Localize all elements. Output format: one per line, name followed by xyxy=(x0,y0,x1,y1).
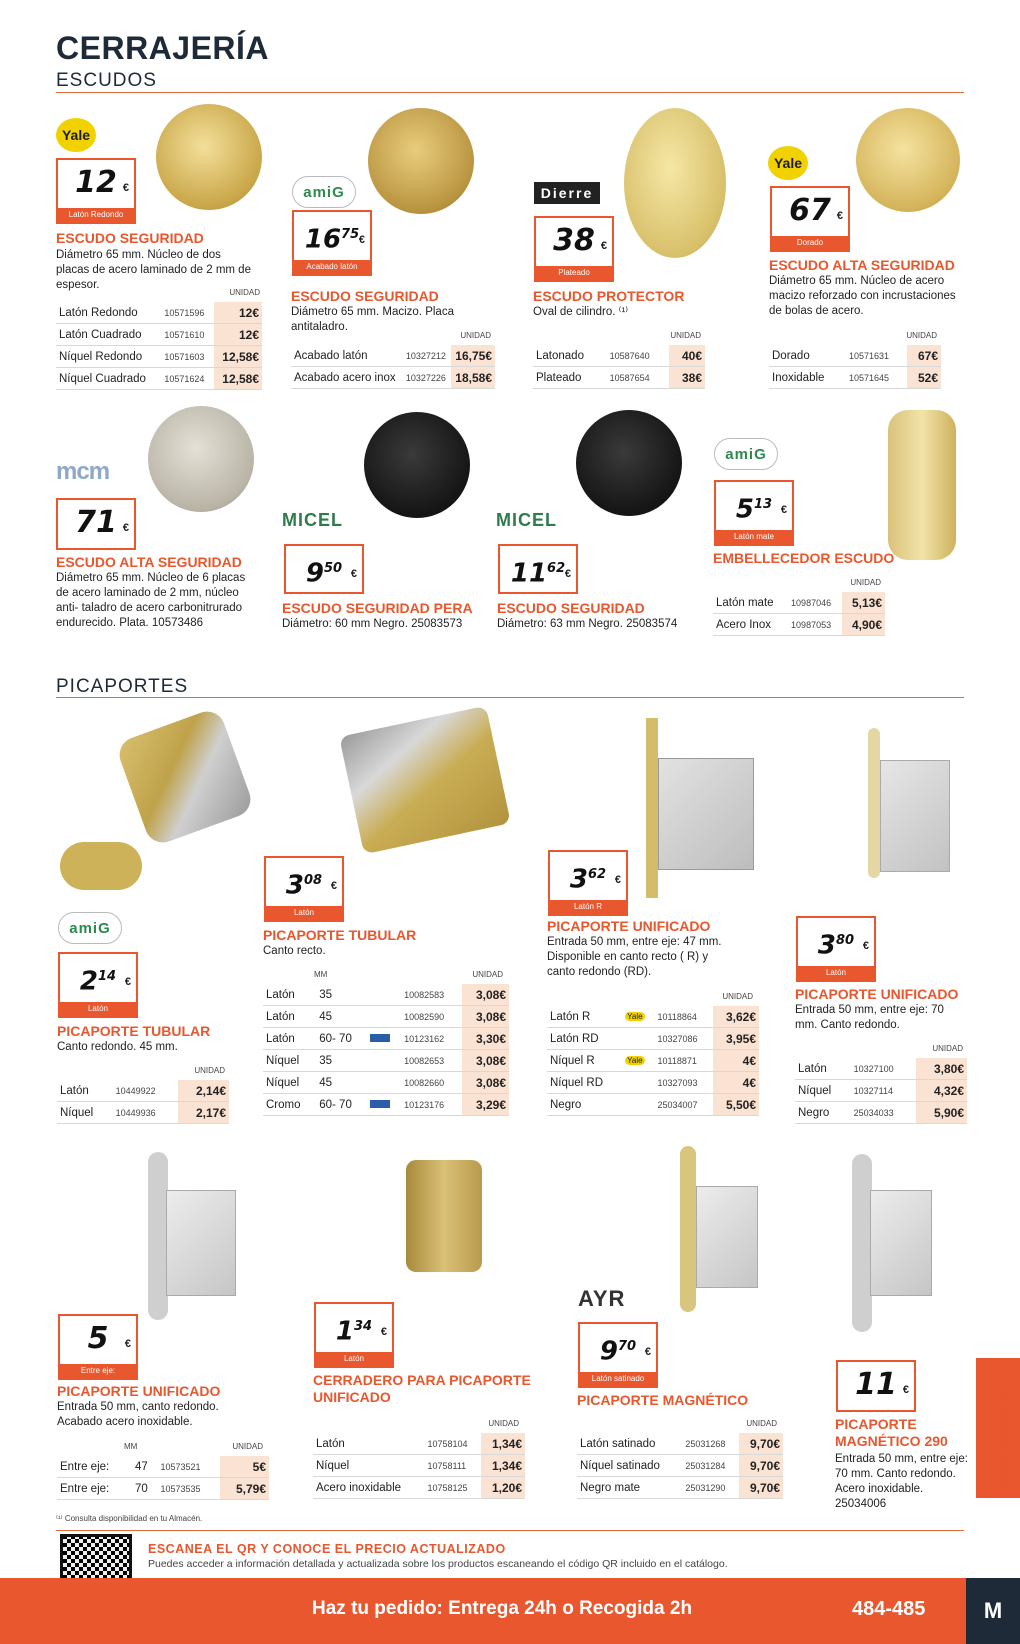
table-row: Plateado 10587654 38€ xyxy=(533,367,705,389)
table-row: Latón Cuadrado 10571610 12€ xyxy=(56,324,262,346)
price-value: $3^{08}$ xyxy=(285,870,323,901)
price-value: $16^{75}$ xyxy=(304,224,360,255)
table-row: Níquel 10449936 2,17€ xyxy=(57,1102,229,1124)
side-tab-label: FERRETERÍA xyxy=(994,1388,1010,1488)
picaporte-product-image xyxy=(115,707,256,848)
table-row: Níquel Redondo 10571603 12,58€ xyxy=(56,346,262,368)
picaporte-faceplate-image xyxy=(646,718,658,898)
table-row: Acabado acero inox 10327226 18,58€ xyxy=(291,367,495,389)
price-variant: Plateado xyxy=(536,266,612,280)
table-row: Níquel 45 10082660 3,08€ xyxy=(263,1072,509,1094)
table-row: Acabado latón 10327212 16,75€ xyxy=(291,345,495,367)
price-value: 5 xyxy=(87,1321,109,1356)
table-row: Latón 10758104 1,34€ xyxy=(313,1433,525,1455)
table-row: Latonado 10587640 40€ xyxy=(533,345,705,367)
mcm-logo: mcm xyxy=(56,458,110,485)
price-variant: Acabado latón xyxy=(294,260,370,274)
footnote: ⁽¹⁾ Consulta disponibilidad en tu Almacén. xyxy=(56,1514,203,1523)
unit-label: UNIDAD xyxy=(229,288,260,297)
unit-label: UNIDAD xyxy=(850,578,881,587)
unit-label: UNIDAD xyxy=(472,970,503,979)
amig-logo: amiG xyxy=(292,176,356,208)
euro-sign: € xyxy=(350,568,357,580)
escudo-product-image xyxy=(576,410,682,516)
footer-divider xyxy=(56,1530,964,1531)
euro-sign: € xyxy=(862,940,869,952)
price-value: $11^{62}$ xyxy=(510,558,566,589)
price-tag xyxy=(534,216,614,282)
price-tag xyxy=(498,544,578,594)
table-row: Latón 10327100 3,80€ xyxy=(795,1058,967,1080)
picaporte-product-image xyxy=(166,1190,236,1296)
price-variant: Latón satinado xyxy=(580,1372,656,1386)
product-table xyxy=(795,1058,967,1124)
euro-sign: € xyxy=(358,234,365,246)
price-value: 38 xyxy=(553,223,595,258)
brand-mini-logo xyxy=(370,1034,390,1042)
yale-logo: Yale xyxy=(56,118,96,152)
table-row: Entre eje: 70 10573535 5,79€ xyxy=(57,1478,269,1500)
price-tag xyxy=(284,544,364,594)
table-row: Latón 10449922 2,14€ xyxy=(57,1080,229,1102)
price-tag xyxy=(56,498,136,550)
amig-logo: amiG xyxy=(58,912,122,944)
table-row: Latón RD 10327086 3,95€ xyxy=(547,1028,759,1050)
picaporte-faceplate-image xyxy=(680,1146,696,1312)
price-tag xyxy=(264,856,344,922)
price-variant: Entre eje: xyxy=(60,1364,136,1378)
price-tag xyxy=(58,1314,138,1380)
price-value: $2^{14}$ xyxy=(79,966,117,997)
product-description: Diámetro 65 mm. Núcleo de dos placas de acero laminado de 2 mm de espesor. xyxy=(56,249,251,291)
product-description: Entrada 50 mm, entre eje: 70 mm. Canto redondo. Acero inoxidable. 25034006 xyxy=(835,1453,968,1510)
embellecedor-product-image xyxy=(888,410,956,560)
euro-sign: € xyxy=(122,182,129,194)
euro-sign: € xyxy=(600,240,607,252)
product-description: Diámetro: 63 mm Negro. 25083574 xyxy=(497,618,678,630)
price-value: $3^{80}$ xyxy=(817,930,855,961)
product-description: Entrada 50 mm, canto redondo. Acabado acero inoxidable. xyxy=(57,1401,219,1428)
table-row: Níquel R Yale 10118871 4€ xyxy=(547,1050,759,1072)
micel-logo: MICEL xyxy=(282,510,343,530)
escudo-product-image xyxy=(368,108,474,214)
picaporte-plate-image xyxy=(60,842,142,890)
unit-label: UNIDAD xyxy=(232,1442,263,1451)
table-row: Níquel Cuadrado 10571624 12,58€ xyxy=(56,368,262,390)
product-table xyxy=(57,1456,269,1500)
euro-sign: € xyxy=(564,568,571,580)
price-value: 11 xyxy=(855,1367,897,1402)
table-row: Latón Redondo 10571596 12€ xyxy=(56,302,262,324)
euro-sign: € xyxy=(614,874,621,886)
price-tag xyxy=(548,850,628,916)
product-title: PICAPORTE MAGNÉTICO xyxy=(577,1392,749,1408)
micel-logo: MICEL xyxy=(496,510,557,530)
section-divider xyxy=(56,92,964,93)
brand-logo: M xyxy=(966,1578,1020,1644)
product-title: PICAPORTE TUBULAR xyxy=(57,1023,211,1039)
table-row: Negro mate 25031290 9,70€ xyxy=(577,1477,783,1499)
product-table xyxy=(533,345,705,389)
table-row: Latón 60- 70 10123162 3,30€ xyxy=(263,1028,509,1050)
table-row: Negro 25034007 5,50€ xyxy=(547,1094,759,1116)
product-title: PICAPORTE UNIFICADO xyxy=(547,918,711,934)
table-row: Acero inoxidable 10758125 1,20€ xyxy=(313,1477,525,1499)
price-value: 71 xyxy=(75,505,117,540)
unit-label: UNIDAD xyxy=(906,331,937,340)
dierre-logo: Dierre xyxy=(534,182,600,204)
product-table xyxy=(263,984,509,1116)
unit-label: UNIDAD xyxy=(746,1419,777,1428)
product-description: Diámetro: 60 mm Negro. 25083573 xyxy=(282,618,463,630)
picaporte-product-image xyxy=(339,706,511,855)
escudo-product-image xyxy=(156,104,262,210)
price-tag xyxy=(714,480,794,546)
product-table xyxy=(547,1006,759,1116)
table-row: Latón 35 10082583 3,08€ xyxy=(263,984,509,1006)
product-description: Diámetro 65 mm. Núcleo de acero macizo reforzado con incrustaciones de bolas de acero. xyxy=(769,275,956,317)
picaporte-faceplate-image xyxy=(148,1152,168,1320)
product-table xyxy=(56,302,262,390)
unit-label: UNIDAD xyxy=(932,1044,963,1053)
mm-label: MM xyxy=(314,970,328,979)
product-description: Diámetro 65 mm. Macizo. Placa antitaladro. xyxy=(291,306,454,333)
price-tag xyxy=(770,186,850,252)
table-row: Níquel satinado 25031284 9,70€ xyxy=(577,1455,783,1477)
product-title: ESCUDO SEGURIDAD xyxy=(56,230,204,246)
table-row: Níquel 10327114 4,32€ xyxy=(795,1080,967,1102)
picaporte-product-image xyxy=(658,758,754,870)
table-row: Entre eje: 47 10573521 5€ xyxy=(57,1456,269,1478)
product-description: Diámetro 65 mm. Núcleo de 6 placas de acero laminado de 2 mm, núcleo anti- taladro de acero carbonitrurado endurecido. Plata. 10573486 xyxy=(56,572,246,629)
picaporte-faceplate-image xyxy=(852,1154,872,1332)
price-variant: Latón Redondo xyxy=(58,208,134,222)
section-title-picaportes: PICAPORTES xyxy=(56,676,189,697)
euro-sign: € xyxy=(124,976,131,988)
mm-label: MM xyxy=(124,1442,138,1451)
table-row: Níquel 10758111 1,34€ xyxy=(313,1455,525,1477)
euro-sign: € xyxy=(644,1346,651,1358)
price-value: $5^{13}$ xyxy=(735,494,773,525)
cerradero-product-image xyxy=(406,1160,482,1272)
price-variant: Latón xyxy=(60,1002,136,1016)
price-value: 12 xyxy=(75,165,117,200)
product-description: Entrada 50 mm, entre eje: 47 mm. Disponible en canto recto ( R) y canto redondo (RD). xyxy=(547,936,722,978)
price-tag xyxy=(578,1322,658,1388)
price-variant: Latón R xyxy=(550,900,626,914)
price-variant: Latón xyxy=(798,966,874,980)
product-title: PICAPORTE UNIFICADO xyxy=(57,1383,221,1399)
footer-bar xyxy=(0,1578,1020,1644)
unit-label: UNIDAD xyxy=(460,331,491,340)
price-tag xyxy=(836,1360,916,1412)
qr-text: Puedes acceder a información detallada y actualizada sobre los productos escaneando el código QR incluido en el catálogo. xyxy=(148,1558,728,1570)
product-description: Canto recto. xyxy=(263,945,326,957)
product-title: PICAPORTE UNIFICADO xyxy=(795,986,959,1002)
table-row: Inoxidable 10571645 52€ xyxy=(769,367,941,389)
amig-logo: amiG xyxy=(714,438,778,470)
table-row: Negro 25034033 5,90€ xyxy=(795,1102,967,1124)
product-table xyxy=(313,1433,525,1499)
product-table xyxy=(577,1433,783,1499)
product-title: ESCUDO SEGURIDAD xyxy=(291,288,439,304)
product-title: PICAPORTE MAGNÉTICO 290 xyxy=(835,1416,948,1449)
price-tag xyxy=(292,210,372,276)
product-description: Canto redondo. 45 mm. xyxy=(57,1041,178,1053)
escudo-product-image xyxy=(364,412,470,518)
ayr-logo: AYR xyxy=(578,1286,626,1311)
price-tag xyxy=(796,916,876,982)
table-row: Latón mate 10987046 5,13€ xyxy=(713,592,885,614)
euro-sign: € xyxy=(836,210,843,222)
table-row: Latón 45 10082590 3,08€ xyxy=(263,1006,509,1028)
price-value: $9^{70}$ xyxy=(599,1336,637,1367)
table-row: Latón R Yale 10118864 3,62€ xyxy=(547,1006,759,1028)
price-value: 67 xyxy=(789,193,831,228)
product-table xyxy=(57,1080,229,1124)
product-title: ESCUDO PROTECTOR xyxy=(533,288,685,304)
price-tag xyxy=(58,952,138,1018)
page-title: CERRAJERÍA xyxy=(56,30,270,66)
product-table xyxy=(769,345,941,389)
price-tag xyxy=(56,158,136,224)
escudo-product-image xyxy=(148,406,254,512)
price-variant: Dorado xyxy=(772,236,848,250)
price-variant: Latón mate xyxy=(716,530,792,544)
euro-sign: € xyxy=(124,1338,131,1350)
euro-sign: € xyxy=(380,1326,387,1338)
price-variant: Latón xyxy=(266,906,342,920)
section-divider xyxy=(56,697,964,698)
price-tag xyxy=(314,1302,394,1368)
product-title: CERRADERO PARA PICAPORTE UNIFICADO xyxy=(313,1372,531,1405)
euro-sign: € xyxy=(902,1384,909,1396)
yale-mini-logo: Yale xyxy=(627,1012,643,1021)
escudo-product-image xyxy=(624,108,726,258)
page-numbers: 484-485 xyxy=(852,1598,926,1620)
picaporte-product-image xyxy=(870,1190,932,1296)
euro-sign: € xyxy=(122,522,129,534)
price-value: $3^{62}$ xyxy=(569,864,607,895)
yale-logo: Yale xyxy=(768,146,808,180)
table-row: Níquel RD 10327093 4€ xyxy=(547,1072,759,1094)
picaporte-product-image xyxy=(696,1186,758,1288)
product-title: EMBELLECEDOR ESCUDO xyxy=(713,550,895,566)
product-table xyxy=(713,592,885,636)
product-title: ESCUDO ALTA SEGURIDAD xyxy=(769,257,955,273)
product-description: Entrada 50 mm, entre eje: 70 mm. Canto redondo. xyxy=(795,1004,944,1031)
unit-label: UNIDAD xyxy=(670,331,701,340)
qr-title: ESCANEA EL QR Y CONOCE EL PRECIO ACTUALIZADO xyxy=(148,1542,506,1556)
table-row: Acero Inox 10987053 4,90€ xyxy=(713,614,885,636)
price-value: $9^{50}$ xyxy=(305,558,343,589)
product-title: ESCUDO SEGURIDAD xyxy=(497,600,645,616)
product-title: ESCUDO ALTA SEGURIDAD xyxy=(56,554,242,570)
footer-slogan: Haz tu pedido: Entrega 24h o Recogida 2h xyxy=(312,1598,693,1619)
product-title: ESCUDO SEGURIDAD PERA xyxy=(282,600,473,616)
euro-sign: € xyxy=(780,504,787,516)
price-variant: Latón xyxy=(316,1352,392,1366)
brand-mini-logo xyxy=(370,1100,390,1108)
product-title: PICAPORTE TUBULAR xyxy=(263,927,417,943)
table-row: Dorado 10571631 67€ xyxy=(769,345,941,367)
price-value: $1^{34}$ xyxy=(335,1316,373,1347)
picaporte-faceplate-image xyxy=(868,728,880,878)
unit-label: UNIDAD xyxy=(194,1066,225,1075)
yale-mini-logo: Yale xyxy=(627,1056,643,1065)
euro-sign: € xyxy=(330,880,337,892)
product-description: Oval de cilindro. ⁽¹⁾ xyxy=(533,306,629,318)
picaporte-product-image xyxy=(880,760,950,872)
section-title-escudos: ESCUDOS xyxy=(56,70,157,91)
table-row: Níquel 35 10082653 3,08€ xyxy=(263,1050,509,1072)
table-row: Cromo 60- 70 10123176 3,29€ xyxy=(263,1094,509,1116)
unit-label: UNIDAD xyxy=(722,992,753,1001)
product-table xyxy=(291,345,495,389)
table-row: Latón satinado 25031268 9,70€ xyxy=(577,1433,783,1455)
unit-label: UNIDAD xyxy=(488,1419,519,1428)
escudo-product-image xyxy=(856,108,960,212)
